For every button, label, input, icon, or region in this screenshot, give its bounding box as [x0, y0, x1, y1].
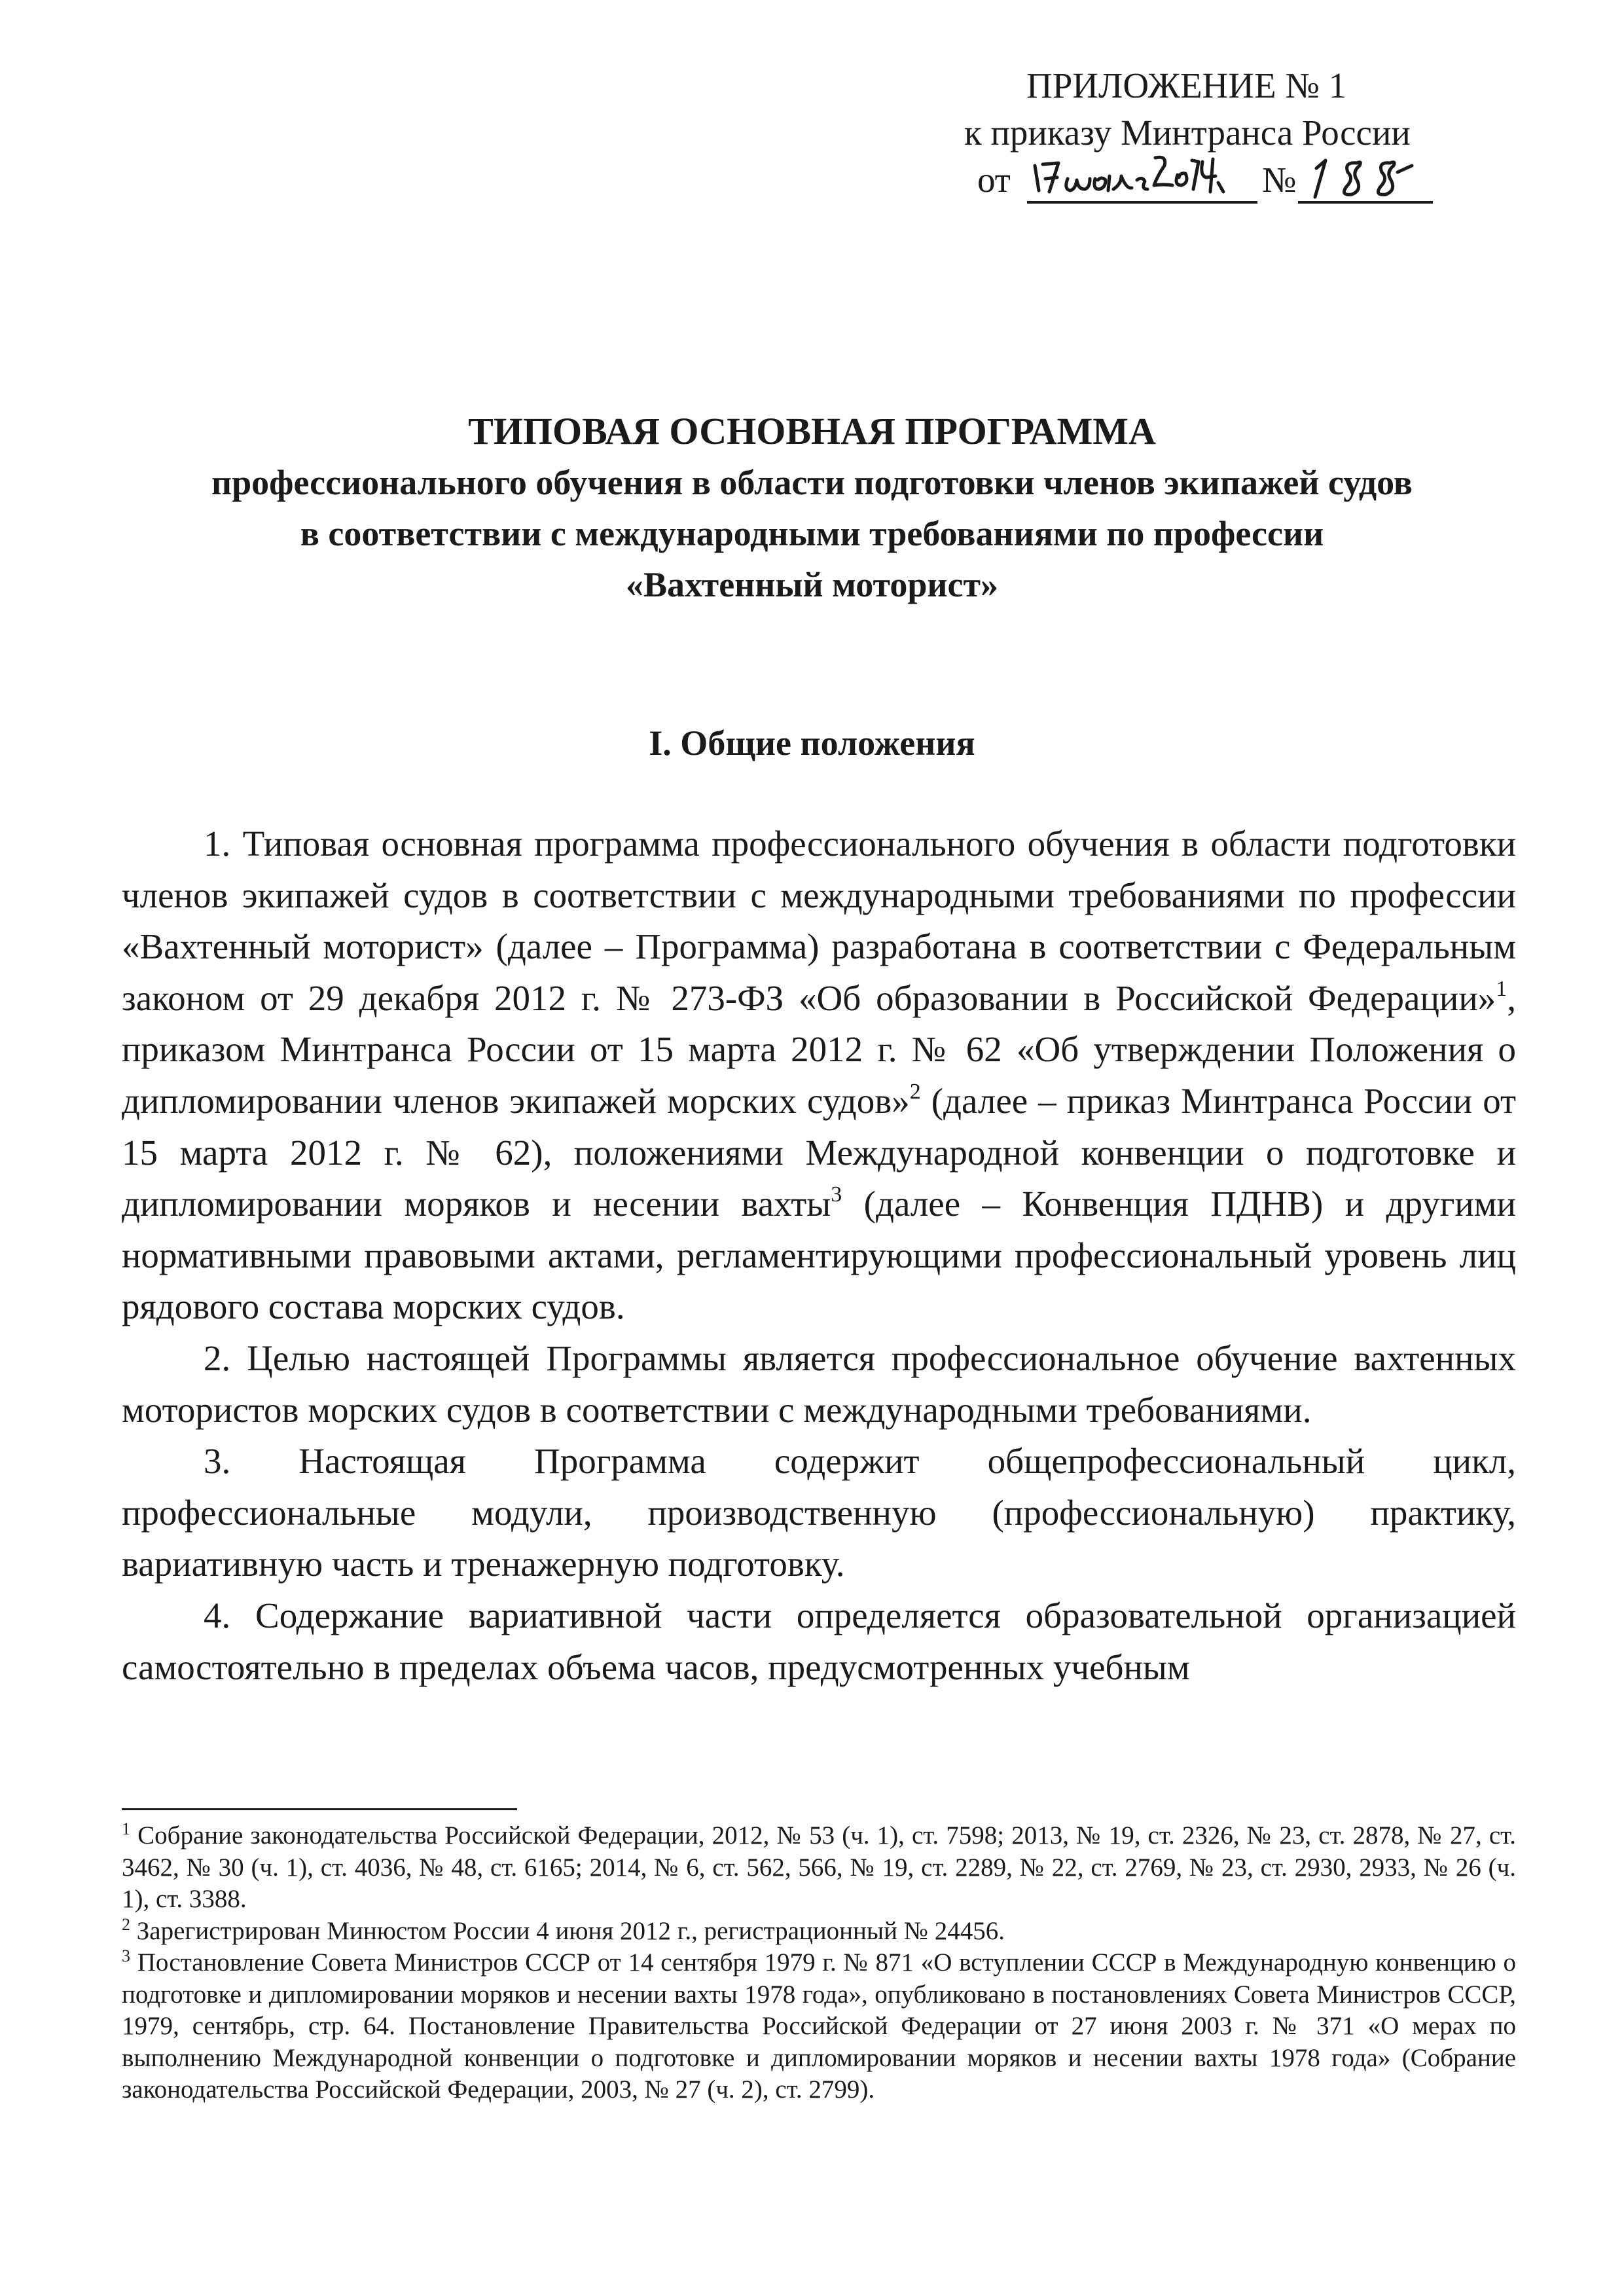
footnote-separator: [122, 1808, 517, 1810]
paragraph-4: 4. Содержание вариативной части определяется образовательной организацией самостоятельно в пределах объема часов, предусмотренных учебным: [122, 1595, 1516, 1687]
paragraph-1-part-4: (далее – Конвенция ПДНВ) и другими нормативными правовыми актами, регламентирующими профессиональный уровень лиц рядового состава морских судов.: [122, 1184, 1516, 1327]
title-main: ТИПОВАЯ ОСНОВНАЯ ПРОГРАММА: [468, 410, 1156, 452]
attachment-date-line: [964, 156, 1462, 209]
footnote-ref-1: 1: [1496, 976, 1507, 1001]
paragraph-1-part-3: (далее – приказ Минтранса России от 15 марта 2012 г. № 62), положениями Международной конвенции о подготовке и дипломировании моряков и несении вахты: [122, 1080, 1517, 1224]
footnote-1-number: 1: [122, 1819, 130, 1838]
document-title: [0, 406, 1624, 610]
number-sign: №: [1262, 160, 1297, 200]
footnotes: [122, 1820, 1516, 2106]
number-underline: [1298, 201, 1433, 204]
footnote-ref-3: 3: [831, 1182, 842, 1207]
title-subtitle-line-1: профессионального обучения в области подготовки членов экипажей судов: [211, 463, 1413, 502]
paragraph-2: 2. Целью настоящей Программы является профессиональное обучение вахтенных мотористов морских судов в соответствии с международными требованиями.: [122, 1338, 1516, 1430]
footnote-3: [122, 1947, 1516, 2106]
attachment-title: ПРИЛОЖЕНИЕ № 1: [1026, 65, 1347, 105]
title-subtitle-line-3: «Вахтенный моторист»: [626, 565, 998, 604]
title-subtitle-line-2: в соответствии с международными требованиями по профессии: [300, 514, 1324, 553]
footnote-1: [122, 1820, 1516, 1916]
paragraph-1-part-1: 1. Типовая основная программа профессионального обучения в области подготовки членов экипажей судов в соответствии с международными требованиями по профессии «Вахтенный моторист» (далее – Программа) разработана в соответствии с Федеральным законом от 29 декабря 2012 г. № 273-ФЗ «Об образовании в Российской Федерации»: [122, 824, 1516, 1018]
attachment-header: [964, 62, 1462, 209]
footnote-3-number: 3: [122, 1946, 130, 1965]
footnote-2: [122, 1916, 1516, 1948]
footnote-2-text: Зарегистрирован Минюстом России 4 июня 2012 г., регистрационный № 24456.: [130, 1916, 1005, 1945]
attachment-order-ref: к приказу Минтранса России: [964, 113, 1411, 153]
footnote-ref-2: 2: [909, 1079, 921, 1104]
paragraph-1-part-2: , приказом Минтранса России от 15 марта 2012 г. № 62 «Об утверждении Положения о дипломировании членов экипажей морских судов»: [122, 977, 1516, 1121]
footnote-3-text: Постановление Совета Министров СССР от 14 сентября 1979 г. № 871 «О вступлении СССР в Международную конвенцию о подготовке и дипломировании моряков и несении вахты 1978 года», опубликовано в постановлениях Совета Министров СССР, 1979, сентябрь, стр. 64. Постановление Правительства Российской Федерации от 27 июня 2003 г. № 371 «О мерах по выполнению Международной конвенции о подготовке и дипломировании моряков и несении вахты 1978 года» (Собрание законодательства Российской Федерации, 2003, № 27 (ч. 2), ст. 2799).: [122, 1948, 1516, 2104]
paragraph-1: [122, 818, 1516, 1333]
date-underline: [1027, 201, 1257, 204]
section-heading: I. Общие положения: [649, 723, 975, 763]
date-prefix: от: [977, 160, 1011, 200]
paragraph-3: 3. Настоящая Программа содержит общепрофессиональный цикл, профессиональные модули, производственную (профессиональную) практику, вариативную часть и тренажерную подготовку.: [122, 1441, 1516, 1584]
document-body: [122, 818, 1516, 1693]
footnote-2-number: 2: [122, 1914, 130, 1934]
footnote-1-text: Собрание законодательства Российской Федерации, 2012, № 53 (ч. 1), ст. 7598; 2013, № 19, ст. 2326, № 23, ст. 2878, № 27, ст. 3462, № 30 (ч. 1), ст. 4036, № 48, ст. 6165; 2014, № 6, ст. 562, 566, № 19, ст. 2289, № 22, ст. 2769, № 23, ст. 2930, 2933, № 26 (ч. 1), ст. 3388.: [122, 1821, 1516, 1913]
